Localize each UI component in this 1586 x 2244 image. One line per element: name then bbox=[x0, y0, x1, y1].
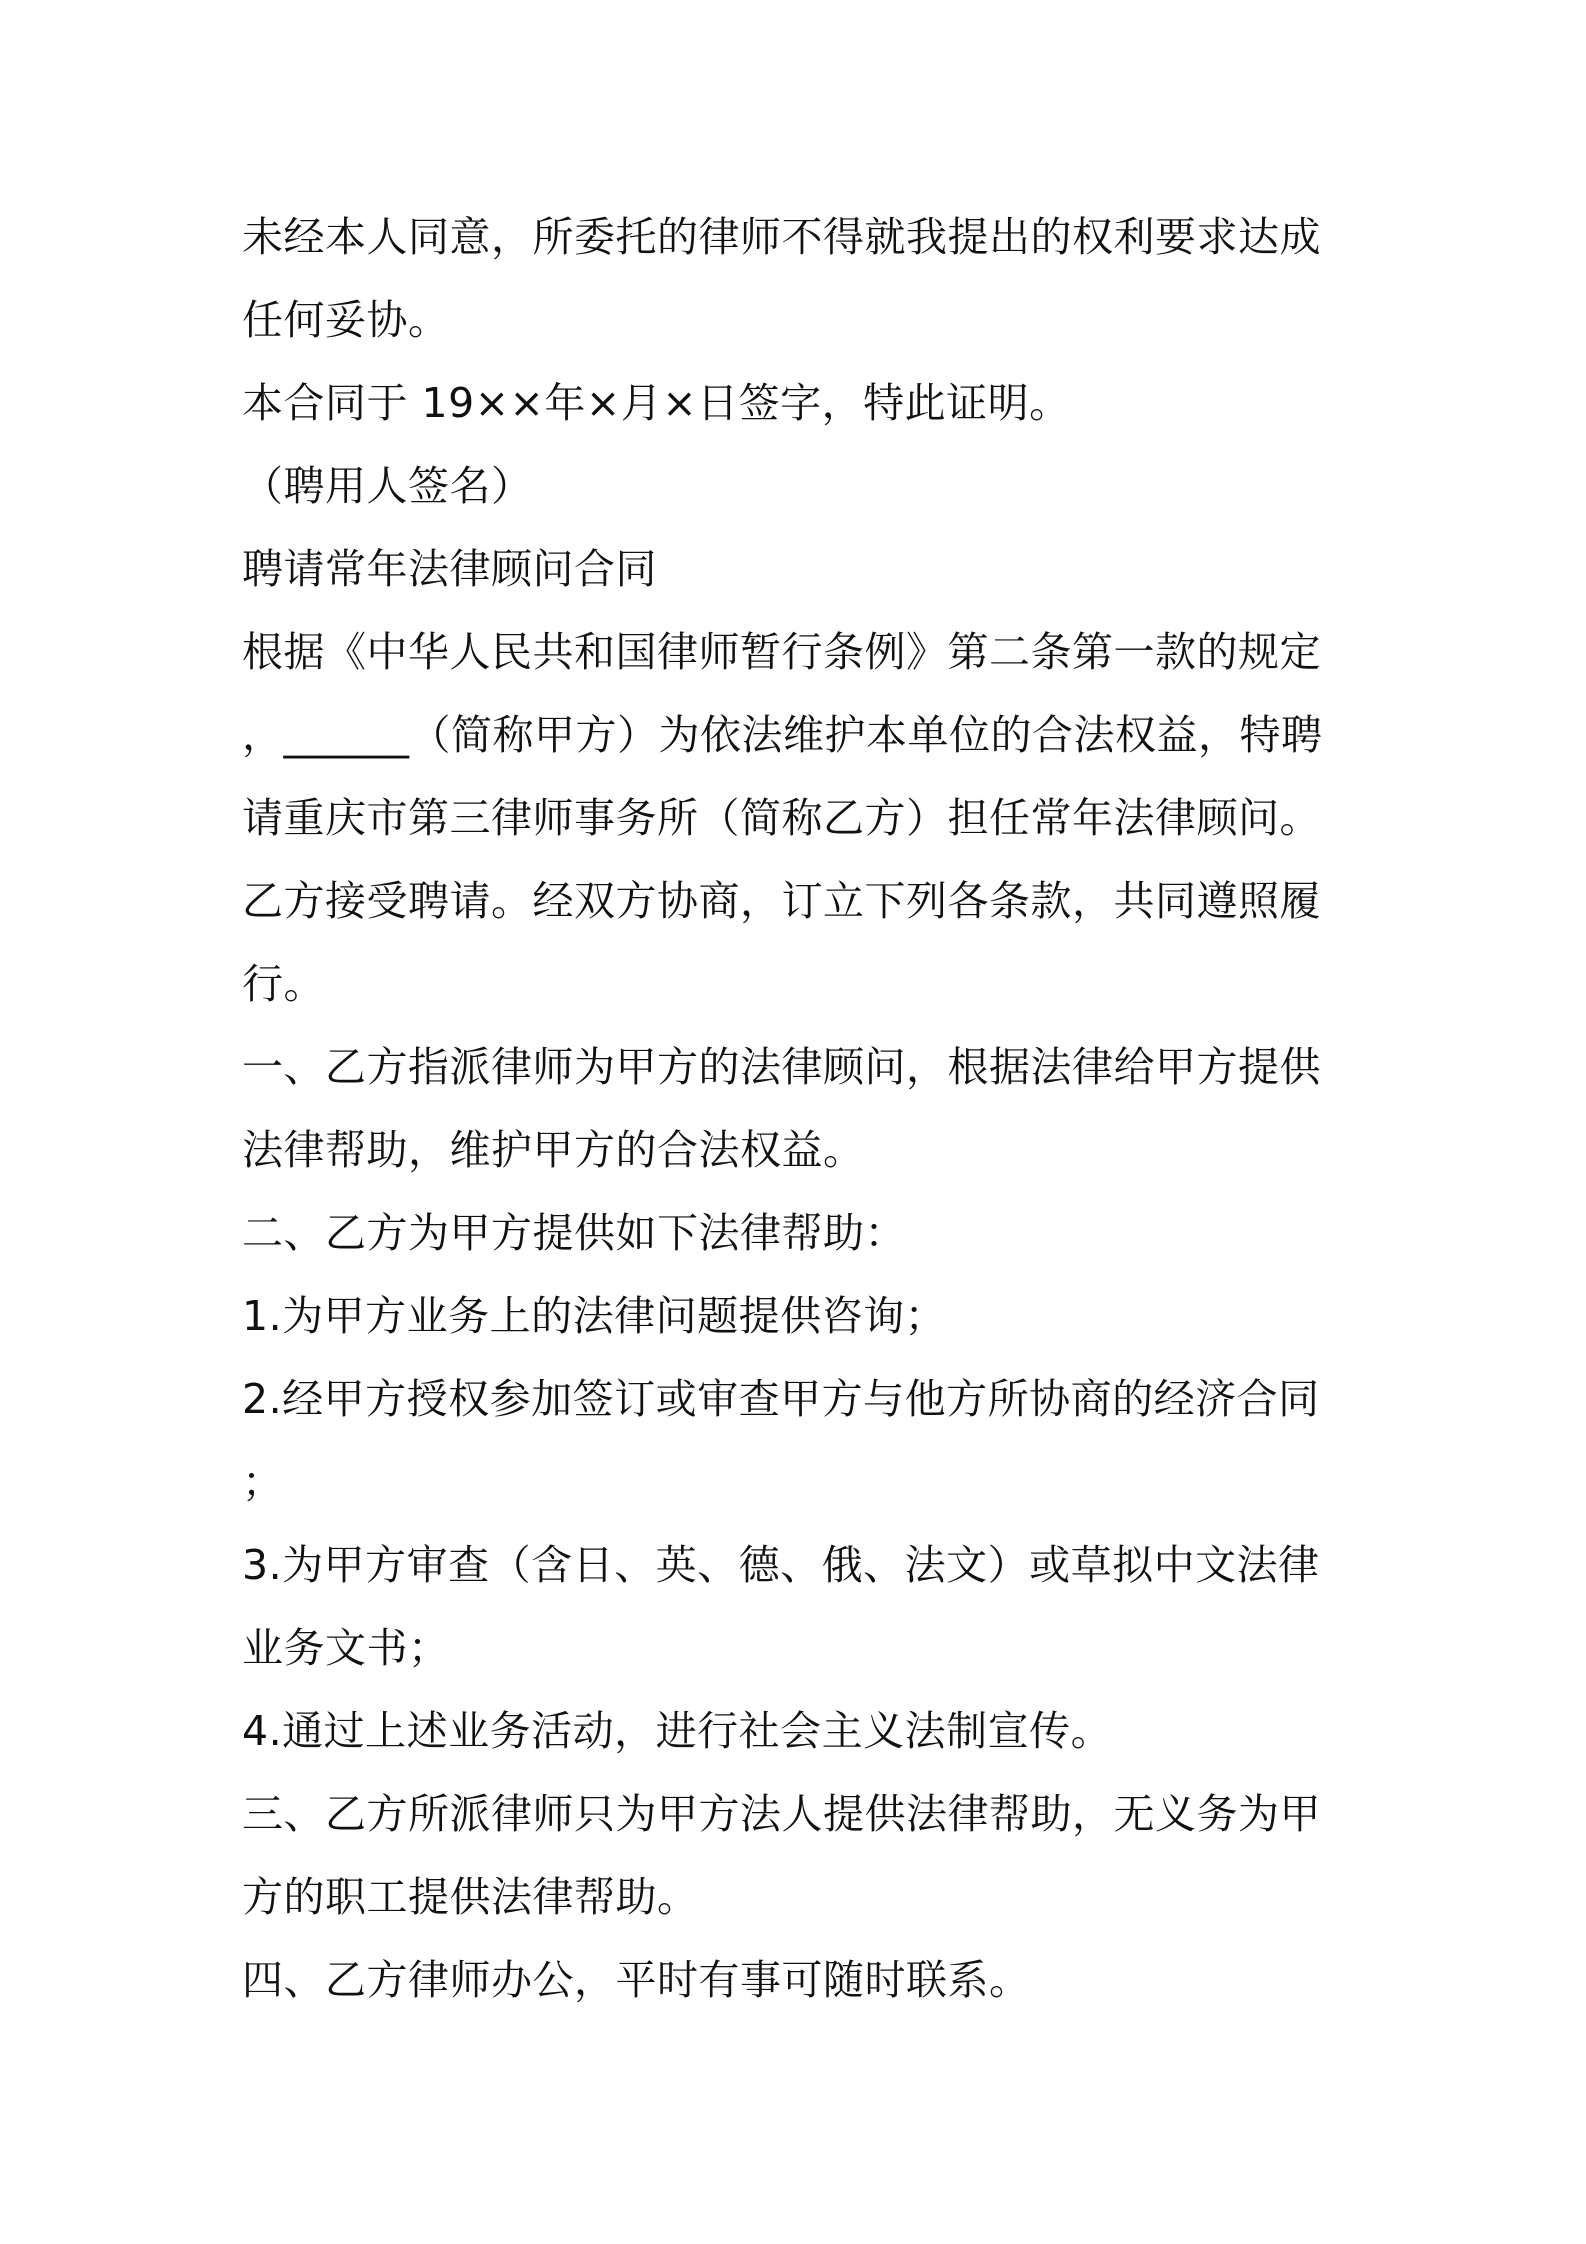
contract-title: 聘请常年法律顾问合同 bbox=[242, 545, 657, 593]
list-item: 1.为甲方业务上的法律问题提供咨询； bbox=[242, 1292, 947, 1340]
text-line: 根据《中华人民共和国律师暂行条例》第二条第一款的规定 bbox=[242, 628, 1321, 676]
clause-one: 一、乙方指派律师为甲方的法律顾问，根据法律给甲方提供 bbox=[242, 1043, 1321, 1091]
signature-line: （聘用人签名） bbox=[242, 462, 533, 510]
text-line: ，______（简称甲方）为依法维护本单位的合法权益，特聘 bbox=[242, 711, 1323, 759]
list-item: 4.通过上述业务活动，进行社会主义法制宣传。 bbox=[242, 1707, 1113, 1755]
text-line: 请重庆市第三律师事务所（简称乙方）担任常年法律顾问。 bbox=[242, 794, 1321, 842]
signing-date-line: 本合同于 19××年×月×日签字，特此证明。 bbox=[242, 379, 1071, 427]
text-line: ； bbox=[242, 1458, 284, 1506]
list-item: 2.经甲方授权参加签订或审查甲方与他方所协商的经济合同 bbox=[242, 1375, 1320, 1423]
text-line: 业务文书； bbox=[242, 1624, 450, 1672]
clause-four: 四、乙方律师办公，平时有事可随时联系。 bbox=[242, 1956, 1031, 2004]
clause-two: 二、乙方为甲方提供如下法律帮助： bbox=[242, 1209, 906, 1257]
document-body bbox=[242, 196, 1357, 2022]
clause-three: 三、乙方所派律师只为甲方法人提供法律帮助，无义务为甲 bbox=[242, 1790, 1321, 1838]
list-item: 3.为甲方审查（含日、英、德、俄、法文）或草拟中文法律 bbox=[242, 1541, 1320, 1589]
text-line: 未经本人同意，所委托的律师不得就我提出的权利要求达成 bbox=[242, 213, 1321, 261]
text-line: 乙方接受聘请。经双方协商，订立下列各条款，共同遵照履 bbox=[242, 877, 1321, 925]
text-line: 行。 bbox=[242, 960, 325, 1008]
text-line: 任何妥协。 bbox=[242, 296, 450, 344]
text-line: 法律帮助，维护甲方的合法权益。 bbox=[242, 1126, 865, 1174]
text-line: 方的职工提供法律帮助。 bbox=[242, 1873, 699, 1921]
